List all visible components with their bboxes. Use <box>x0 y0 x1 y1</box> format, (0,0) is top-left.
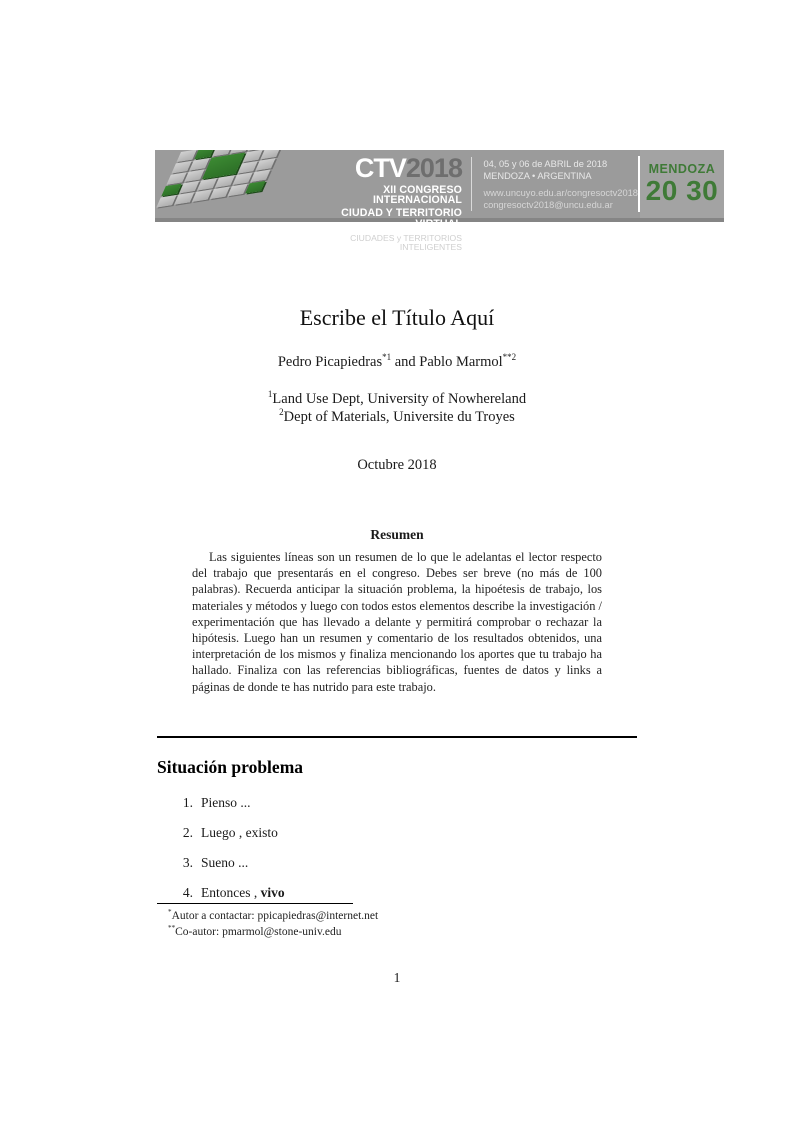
congress-location: MENDOZA • ARGENTINA <box>483 170 592 181</box>
author-2-marker: **2 <box>502 352 517 363</box>
congress-title-block <box>319 150 462 252</box>
page-number: 1 <box>393 970 401 985</box>
logo-tile <box>210 187 230 200</box>
list-item-number: 3. <box>182 855 193 870</box>
abstract-text: Las siguientes líneas son un resumen de lo que le adelantas el lector respecto del trabajo que presentarás en el congreso. Debes ser breve (no más de 100 palabras). Recuerda anticipar la situación problema, la hipoétesis de trabajo, los materiales y métodos y luego con todos estos elementos describe la investigación / experimentación que has llevado a delante y permitirá comprobar o rechazar la hipótesis. Luego han un resumen y comentario de los resultados obtenidos, una interpretación de los mismos y finaliza mencionando los aportes que tu trabajo ha hallado. Finaliza con las referencias bibliográficas, fuentes de datos y links a páginas de donde te has nutrido para este trabajo. <box>192 550 602 694</box>
list-item-text: Luego , existo <box>201 825 278 840</box>
authors-separator: and <box>391 354 420 370</box>
paper-title: Escribe el Título Aquí <box>299 305 495 330</box>
brand-wordmark <box>319 155 462 182</box>
footnotes <box>157 903 637 940</box>
footnote-2 <box>157 924 637 940</box>
logo-tile-green <box>245 181 265 194</box>
congress-url: www.uncuyo.edu.ar/congresoctv2018 <box>483 188 638 199</box>
affiliation-2-text: Dept of Materials, Universite du Troyes <box>283 409 515 425</box>
authors-line <box>0 354 794 371</box>
footnote-rule <box>157 903 353 904</box>
list-item-text-prefix: Entonces , <box>201 885 261 900</box>
logo-tile <box>174 192 194 205</box>
congress-banner <box>155 150 724 252</box>
congress-dates: 04, 05 y 06 de ABRIL de 2018 <box>483 159 608 169</box>
author-1: Pedro Picapiedras <box>277 354 383 370</box>
footnote-2-marker: ** <box>168 924 176 933</box>
logo-tile <box>250 170 270 183</box>
ctv-logo <box>155 150 319 218</box>
list-item-text: Sueno ... <box>201 855 249 870</box>
congress-line-2: CIUDAD Y TERRITORIO VIRTUAL <box>341 207 462 230</box>
author-1-marker: *1 <box>382 352 392 363</box>
affiliation-1-marker: 1 <box>267 389 273 400</box>
mendoza-year: 20 30 <box>645 174 719 206</box>
logo-tile <box>255 158 275 171</box>
list-item <box>157 854 637 871</box>
footnote-1-text: Autor a contactar: ppicapiedras@internet.net <box>171 910 379 923</box>
section-rule <box>157 736 637 738</box>
mendoza-label: MENDOZA <box>648 162 716 177</box>
list-item-text-bold: vivo <box>260 885 285 900</box>
logo-tile <box>156 195 176 208</box>
list-item-number: 1. <box>182 795 193 810</box>
brand-year: 2018 <box>405 153 462 183</box>
affiliation-1 <box>0 390 794 408</box>
front-matter <box>0 305 794 474</box>
affiliations <box>0 390 794 426</box>
mendoza-2030-badge <box>640 150 724 218</box>
logo-tile <box>192 189 212 202</box>
list-item-number: 2. <box>182 825 193 840</box>
section-heading: Situación problema <box>157 757 304 777</box>
congress-line-1: XII CONGRESO INTERNACIONAL <box>372 183 462 207</box>
footnote-1-marker: * <box>168 908 172 917</box>
list-item <box>157 824 637 841</box>
congress-subtitle: CIUDADES y TERRITORIOS INTELIGENTES <box>350 233 462 252</box>
abstract-heading: Resumen <box>370 527 424 542</box>
footnote-1 <box>157 908 637 924</box>
list-item-number: 4. <box>182 885 193 900</box>
affiliation-2 <box>0 408 794 426</box>
list-item <box>157 794 637 811</box>
author-2: Pablo Marmol <box>419 354 503 370</box>
logo-tile <box>227 184 247 197</box>
list-item <box>157 884 637 901</box>
list-item-text <box>201 884 285 901</box>
congress-email: congresoctv2018@uncu.edu.ar <box>483 199 613 210</box>
list-item-text: Pienso ... <box>201 795 251 810</box>
brand-ctv: CTV <box>354 153 406 183</box>
paper-date: Octubre 2018 <box>357 457 437 473</box>
congress-info-block <box>472 150 638 218</box>
ctv-logo-grid <box>156 150 285 208</box>
footnote-2-text: Co-autor: pmarmol@stone-univ.edu <box>175 926 342 939</box>
affiliation-2-marker: 2 <box>279 407 284 418</box>
affiliation-1-text: Land Use Dept, University of Nowhereland <box>272 391 527 407</box>
